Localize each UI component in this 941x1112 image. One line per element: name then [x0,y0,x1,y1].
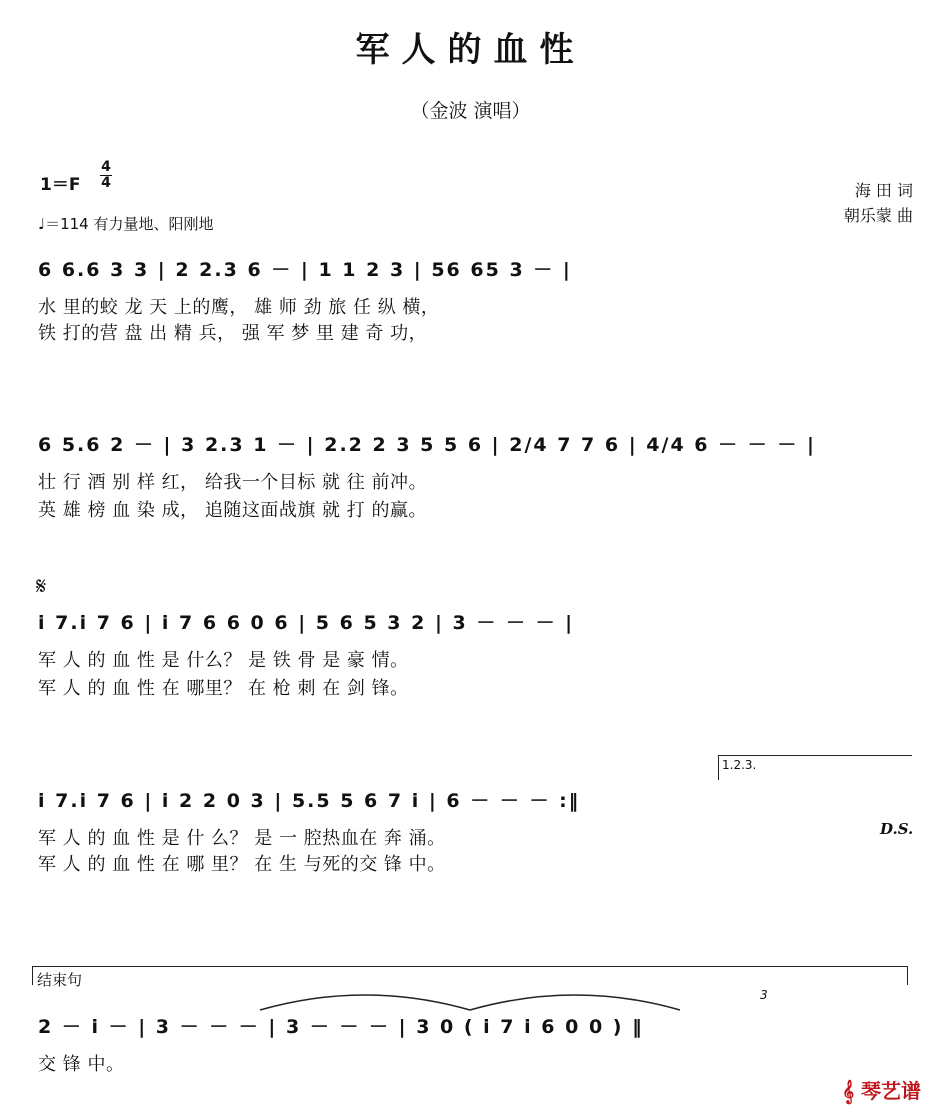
tempo-marking: ♩＝114 有力量地、阳刚地 [38,215,214,233]
notation-line: 6 6.6 3 3 | 2 2.3 6 － | 1 1 2 3 | 56 65 3 － | [38,259,572,281]
lyricist-credit: 海 田 词 [854,181,913,200]
lyric-verse-1: 壮 行 酒 别 样 红， 给我一个目标 就 往 前冲。 [38,472,427,493]
watermark-logo [842,1075,921,1104]
watermark-text: 琴艺谱 [861,1079,921,1103]
lyric-verse-1: 水 里的蛟 龙 天 上的鹰， 雄 师 劲 旅 任 纵 横， [38,297,440,318]
time-signature [100,160,112,191]
page-title: 军人的血性 [355,30,586,70]
lyric-verse-2: 铁 打的营 盘 出 精 兵， 强 军 梦 里 建 奇 功， [38,323,428,344]
lyric-verse-1: 交 锋 中。 [38,1054,125,1075]
lyric-verse-2: 英 雄 榜 血 染 成， 追随这面战旗 就 打 的赢。 [38,500,427,521]
key-signature: 1＝F [40,175,81,195]
lyric-verse-2: 军 人 的 血 性 在 哪里？ 在 枪 刺 在 剑 锋。 [38,678,409,699]
notation-line: i 7.i 7 6 | i 7 6 6 0 6 | 5 6 5 3 2 | 3 － － － | [38,612,575,634]
triplet-mark: 3 [760,988,768,1002]
volta-bracket: 1.2.3. [718,755,912,780]
notation-line: 2 － i － | 3 － － － | 3 － － － | 3 0 ( i 7 i 6 0 0 ) ‖ [38,1016,644,1038]
tie-arcs [250,984,700,1014]
lyric-verse-2: 军 人 的 血 性 在 哪 里？ 在 生 与死的交 锋 中。 [38,854,446,875]
notation-line: i 7.i 7 6 | i 2 2 0 3 | 5.5 5 6 7 i | 6 － － － :‖ [38,790,581,812]
ending-label: 结束句 [37,971,83,989]
lyric-verse-1: 军 人 的 血 性 是 什么？ 是 铁 骨 是 豪 情。 [38,650,409,671]
segno-sign: 𝄋 [36,572,47,600]
dal-segno-mark: D.S. [880,820,914,838]
lyric-verse-1: 军 人 的 血 性 是 什 么？ 是 一 腔热血在 奔 涌。 [38,828,446,849]
ending-label-box [32,966,908,989]
notation-line: 6 5.6 2 － | 3 2.3 1 － | 2.2 2 3 5 5 6 | 2/4 7 7 6 | 4/4 6 － － － | [38,434,816,456]
composer-credit: 朝乐蒙 曲 [843,206,913,225]
logo-icon: 𝄞 [842,1079,855,1103]
time-sig-top: 4 [101,159,111,175]
singer-credit: （金波 演唱） [410,100,531,122]
time-sig-bottom: 4 [101,175,111,191]
